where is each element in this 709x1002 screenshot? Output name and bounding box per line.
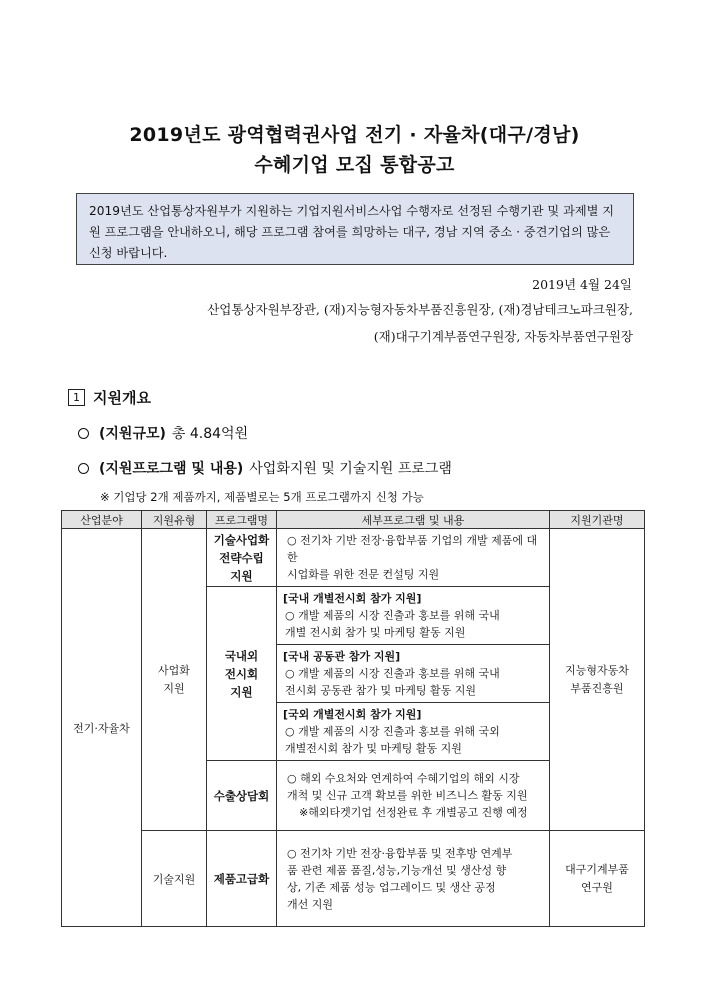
section-heading xyxy=(68,387,151,408)
bullet-label: (지원규모) xyxy=(99,426,166,442)
detail-heading: [국외 개별전시회 참가 지원] xyxy=(283,708,422,721)
announcement-date: 2019년 4월 24일 xyxy=(532,277,632,292)
cell-detail-strategy: ○ 전기차 기반 전장·융합부품 기업의 개발 제품에 대한 시업화를 위한 전문 컨설팅 지원 xyxy=(277,529,550,587)
page-subtitle: 수혜기업 모집 통합공고 xyxy=(254,154,455,176)
cell-detail-domestic-joint xyxy=(277,645,550,703)
header-detail: 세부프로그램 및 내용 xyxy=(277,511,550,529)
header-type: 지원유형 xyxy=(142,511,207,529)
cell-detail-upgrade: ○ 전기차 기반 전장·융합부품 및 전후방 연계부 품 관련 제품 품질,성능,기능개선 및 생산성 향 상, 기존 제품 성능 업그레이드 및 생산 공정 개선 지원 xyxy=(277,831,550,927)
detail-text: ○ 개발 제품의 시장 진출과 홍보를 위해 국내 개별 전시회 참가 및 마케팅 활동 지원 xyxy=(285,609,500,639)
cell-program-strategy: 기술사업화 전략수립 지원 xyxy=(207,529,277,587)
bullet-text: 사업화지원 및 기술지원 프로그램 xyxy=(249,461,452,477)
header-institution: 지원기관명 xyxy=(550,511,645,529)
section-title: 지원개요 xyxy=(93,389,151,407)
bullet-support-scale xyxy=(78,423,248,443)
cell-detail-overseas xyxy=(277,703,550,761)
cell-program-export: 수출상담회 xyxy=(207,761,277,831)
detail-heading: [국내 공동관 참가 지원] xyxy=(283,650,401,663)
bullet-label: (지원프로그램 및 내용) xyxy=(99,461,244,477)
issuing-orgs-line1: 산업통상자원부장관, (재)지능형자동차부품진흥원장, (재)경남테크노파크원장, xyxy=(207,302,633,317)
circle-bullet-icon xyxy=(78,428,89,439)
program-table xyxy=(61,510,645,927)
issuing-orgs-line2: (재)대구기계부품연구원장, 자동차부품연구원장 xyxy=(373,329,633,344)
bullet-text: 총 4.84억원 xyxy=(171,426,249,442)
cell-type-tech: 기술지원 xyxy=(142,831,207,927)
application-note: ※ 기업당 2개 제품까지, 제품별로는 5개 프로그램까지 신청 가능 xyxy=(100,490,424,504)
notice-box: 2019년도 산업통상자원부가 지원하는 기업지원서비스사업 수행자로 선정된 수행기관 및 과제별 지원 프로그램을 안내하오니, 해당 프로그램 참여를 희망하는 대구, 경남 지역 중소 · 중견기업의 많은 신청 바랍니다. xyxy=(76,193,634,265)
cell-program-upgrade: 제품고급화 xyxy=(207,831,277,927)
cell-institution-dmi: 대구기계부품 연구원 xyxy=(550,831,645,927)
table-header-row xyxy=(62,511,645,529)
section-number: 1 xyxy=(68,389,85,406)
table-row xyxy=(62,529,645,587)
cell-field: 전기·자율차 xyxy=(62,529,142,927)
table-row xyxy=(62,831,645,927)
detail-heading: [국내 개별전시회 참가 지원] xyxy=(283,592,422,605)
cell-institution-kiapi: 지능형자동차 부품진흥원 xyxy=(550,529,645,831)
cell-detail-export xyxy=(277,761,550,831)
detail-text: ○ 개발 제품의 시장 진출과 홍보를 위해 국외 개별전시회 참가 및 마케팅 활동 지원 xyxy=(285,725,500,755)
header-field: 산업분야 xyxy=(62,511,142,529)
cell-detail-domestic-individual xyxy=(277,587,550,645)
bullet-support-program xyxy=(78,458,452,478)
detail-text: ○ 해외 수요처와 연계하여 수혜기업의 해외 시장 개척 및 신규 고객 확보를 위한 비즈니스 활동 지원 xyxy=(287,772,528,802)
detail-text: ○ 개발 제품의 시장 진출과 홍보를 위해 국내 전시회 공동관 참가 및 마케팅 활동 지원 xyxy=(285,667,500,697)
page-title: 2019년도 광역협력권사업 전기 · 자율차(대구/경남) xyxy=(129,124,580,146)
cell-type-commercial: 사업화 지원 xyxy=(142,529,207,831)
cell-program-exhibition: 국내외 전시회 지원 xyxy=(207,587,277,761)
header-program: 프로그램명 xyxy=(207,511,277,529)
detail-note: ※해외타겟기업 선정완료 후 개별공고 진행 예정 xyxy=(299,806,528,819)
circle-bullet-icon xyxy=(78,463,89,474)
